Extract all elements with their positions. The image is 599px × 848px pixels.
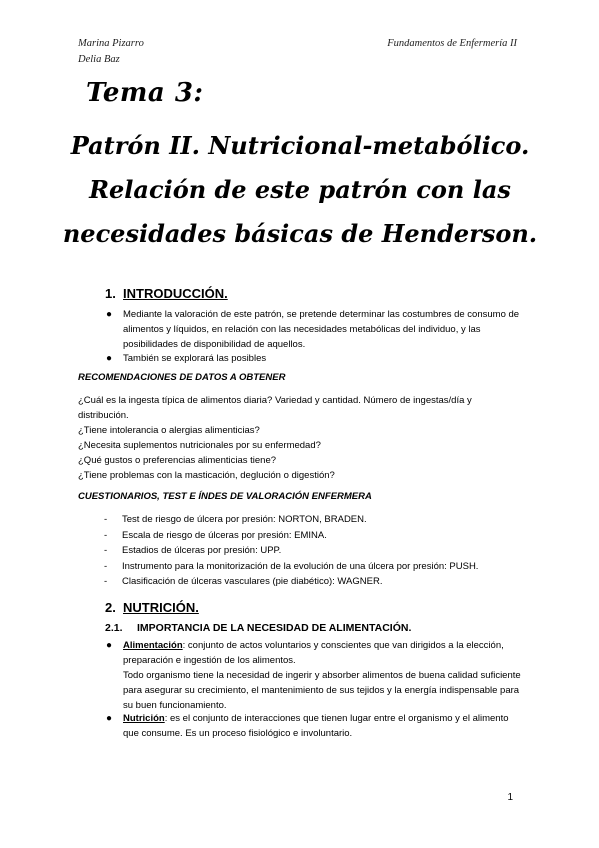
header-course: Fundamentos de Enfermería II [387, 38, 517, 49]
definition-text: : es el conjunto de interacciones que tienen lugar entre el organismo y el alimento que consume. Es un proceso fisiológico e involuntario. [123, 713, 509, 739]
question-line: ¿Qué gustos o preferencias alimenticias tiene? [78, 455, 277, 466]
definition-text: : conjunto de actos voluntarios y conscientes que van dirigidos a la elección, preparación e ingestión de los alimentos. [123, 640, 504, 666]
section-title: INTRODUCCIÓN. [123, 286, 228, 301]
paragraph-text: Todo organismo tiene la necesidad de ingerir y absorber alimentos de buena calidad suficiente para asegurar su crecimiento, el mantenimiento de sus tejidos y la energía indispensable para su buen funcionamiento. [123, 670, 521, 711]
title-line: necesidades básicas de Henderson. [62, 219, 538, 248]
bullet-item [106, 351, 523, 366]
list-item: - Test de riesgo de úlcera por presión: NORTON, BRADEN. [104, 512, 524, 528]
bullet-item [106, 307, 523, 352]
title-line: Relación de este patrón con las [89, 175, 511, 204]
subsection-title: IMPORTANCIA DE LA NECESIDAD DE ALIMENTACIÓN. [137, 622, 412, 634]
list-item: - Estadios de úlceras por presión: UPP. [104, 543, 524, 559]
tema-heading: Tema 3: [86, 78, 204, 108]
term-nutricion: Nutrición [123, 713, 165, 724]
bullet-icon: ● [106, 713, 113, 724]
list-item: - Clasificación de úlceras vasculares (pie diabético): WAGNER. [104, 574, 524, 590]
page-number: 1 [507, 792, 513, 803]
cuestionarios-title: CUESTIONARIOS, TEST E ÍNDES DE VALORACIÓN ENFERMERA [78, 491, 372, 502]
header-author-1: Marina Pizarro [78, 38, 144, 49]
section-title: NUTRICIÓN. [123, 600, 199, 615]
bullet-item-alimentacion [106, 638, 523, 713]
section-heading-introduccion [105, 286, 228, 301]
question-line: ¿Cuál es la ingesta típica de alimentos diaria? Variedad y cantidad. Número de ingestas/día y distribución. [78, 395, 472, 421]
header-author-2: Delia Baz [78, 54, 120, 65]
list-item: - Instrumento para la monitorización de la evolución de una úlcera por presión: PUSH. [104, 559, 524, 575]
recomendaciones-title: RECOMENDACIONES DE DATOS A OBTENER [78, 372, 286, 383]
subsection-number: 2.1. [105, 622, 123, 634]
bullet-icon: ● [106, 640, 113, 651]
term-alimentacion: Alimentación [123, 640, 183, 651]
bullet-text: Mediante la valoración de este patrón, se pretende determinar las costumbres de consumo de alimentos y líquidos, en relación con las necesidades metabólicas del individuo, y las posibilidades de disponibilidad de aquellos. [123, 309, 520, 350]
bullet-text: También se explorará las posibles [123, 353, 267, 364]
question-line: ¿Tiene problemas con la masticación, deglución o digestión? [78, 470, 335, 481]
title-line: Patrón II. Nutricional-metabólico. [70, 131, 530, 160]
list-item: - Escala de riesgo de úlceras por presión: EMINA. [104, 528, 524, 544]
document-title [60, 124, 540, 256]
section-number: 2. [105, 600, 116, 615]
subsection-heading [105, 622, 411, 634]
question-line: ¿Tiene intolerancia o alergias alimenticias? [78, 425, 260, 436]
bullet-item-nutricion [106, 711, 523, 741]
bullet-icon: ● [106, 309, 113, 320]
section-number: 1. [105, 286, 116, 301]
bullet-icon: ● [106, 353, 113, 364]
recomendaciones-list [78, 393, 518, 483]
question-line: ¿Necesita suplementos nutricionales por su enfermedad? [78, 440, 321, 451]
section-heading-nutricion [105, 600, 199, 615]
cuestionarios-list [104, 512, 524, 590]
